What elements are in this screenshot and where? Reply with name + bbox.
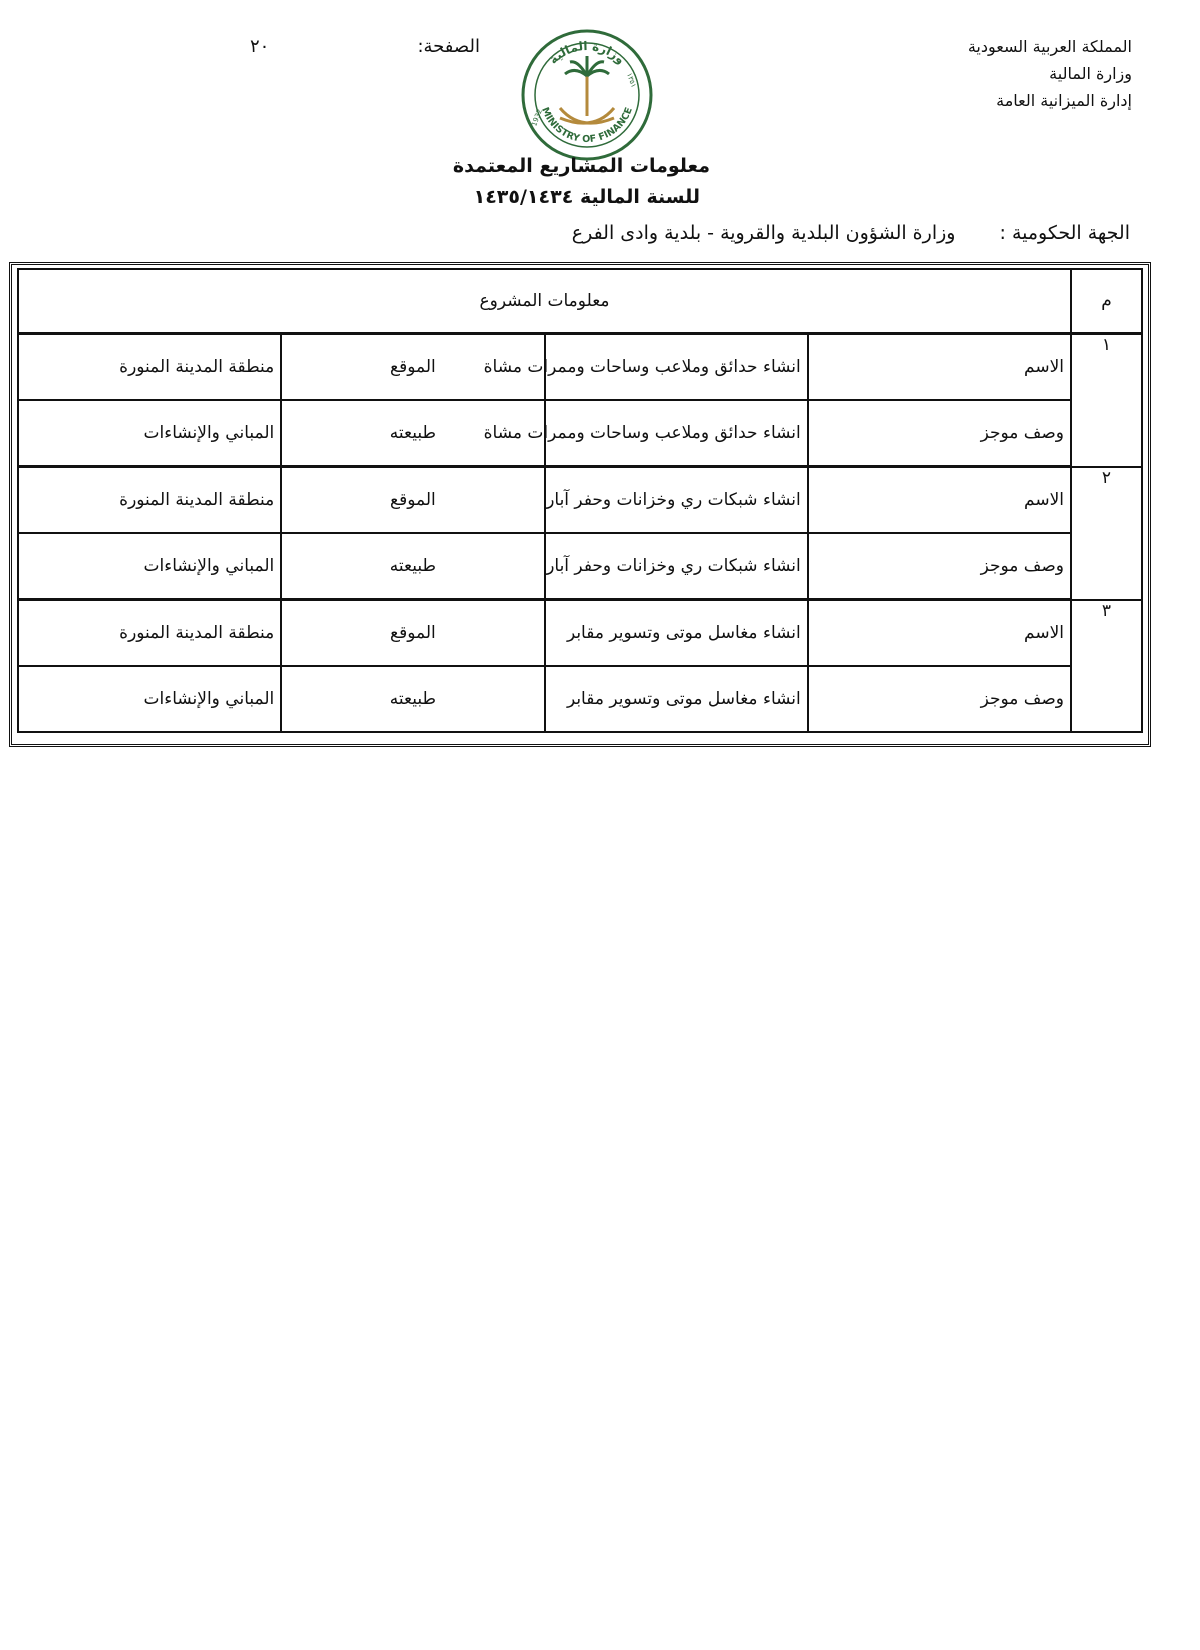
seal-icon xyxy=(520,28,654,162)
column-header-project-info: معلومات المشروع xyxy=(18,269,1071,334)
table-row xyxy=(18,600,1142,667)
ministry-seal-logo xyxy=(520,28,654,162)
field-label-nature: طبيعته xyxy=(281,533,544,600)
page-number-row xyxy=(240,36,480,62)
project-nature: المباني والإنشاءات xyxy=(18,533,281,600)
table-row xyxy=(18,334,1142,401)
projects-table xyxy=(17,268,1143,733)
project-location: منطقة المدينة المنورة xyxy=(18,467,281,534)
projects-table-frame xyxy=(9,262,1151,747)
project-number: ٣ xyxy=(1071,600,1142,733)
table-row xyxy=(18,467,1142,534)
country-name: المملكة العربية السعودية xyxy=(967,37,1132,56)
field-label-location: الموقع xyxy=(281,467,544,534)
department-name: إدارة الميزانية العامة xyxy=(996,91,1132,110)
project-location: منطقة المدينة المنورة xyxy=(18,334,281,401)
table-row xyxy=(18,666,1142,732)
page-number: ٢٠ xyxy=(250,36,270,57)
seal-english-text: MINISTRY OF FINANCE xyxy=(539,105,635,146)
seal-arabic-text: وزارة المالية xyxy=(546,38,628,67)
field-label-name: الاسم xyxy=(808,467,1071,534)
seal-year-right: ١٣٥١ xyxy=(624,71,638,89)
field-label-description: وصف موجز xyxy=(808,533,1071,600)
project-nature: المباني والإنشاءات xyxy=(18,666,281,732)
entity-label: الجهة الحكومية : xyxy=(999,222,1130,244)
project-name: انشاء حدائق وملاعب وساحات وممرات مشاة xyxy=(545,334,808,401)
project-number: ١ xyxy=(1071,334,1142,467)
field-label-nature: طبيعته xyxy=(281,400,544,467)
field-label-nature: طبيعته xyxy=(281,666,544,732)
field-label-name: الاسم xyxy=(808,600,1071,667)
table-row xyxy=(18,400,1142,467)
table-header-row xyxy=(18,269,1142,334)
project-nature: المباني والإنشاءات xyxy=(18,400,281,467)
field-label-description: وصف موجز xyxy=(808,666,1071,732)
field-label-location: الموقع xyxy=(281,334,544,401)
table-row xyxy=(18,533,1142,600)
entity-value: وزارة الشؤون البلدية والقروية - بلدية وادى الفرع xyxy=(571,222,956,244)
field-label-name: الاسم xyxy=(808,334,1071,401)
organization-header xyxy=(968,33,1132,114)
field-label-description: وصف موجز xyxy=(808,400,1071,467)
project-description: انشاء مغاسل موتى وتسوير مقابر xyxy=(545,666,808,732)
document-title: معلومات المشاريع المعتمدة xyxy=(452,155,710,177)
column-header-no: م xyxy=(1071,269,1142,334)
fiscal-year: للسنة المالية ١٤٣٥/١٤٣٤ xyxy=(473,186,700,208)
project-number: ٢ xyxy=(1071,467,1142,600)
project-name: انشاء مغاسل موتى وتسوير مقابر xyxy=(545,600,808,667)
project-description: انشاء حدائق وملاعب وساحات وممرات مشاة xyxy=(545,400,808,467)
government-entity-row xyxy=(572,222,1130,244)
seal-year-left: 1932 xyxy=(530,107,544,128)
page-label: الصفحة: xyxy=(417,36,480,57)
ministry-name: وزارة المالية xyxy=(1049,64,1132,83)
project-name: انشاء شبكات ري وخزانات وحفر آبار xyxy=(545,467,808,534)
project-description: انشاء شبكات ري وخزانات وحفر آبار xyxy=(545,533,808,600)
project-location: منطقة المدينة المنورة xyxy=(18,600,281,667)
palm-tree-icon xyxy=(565,56,609,116)
field-label-location: الموقع xyxy=(281,600,544,667)
